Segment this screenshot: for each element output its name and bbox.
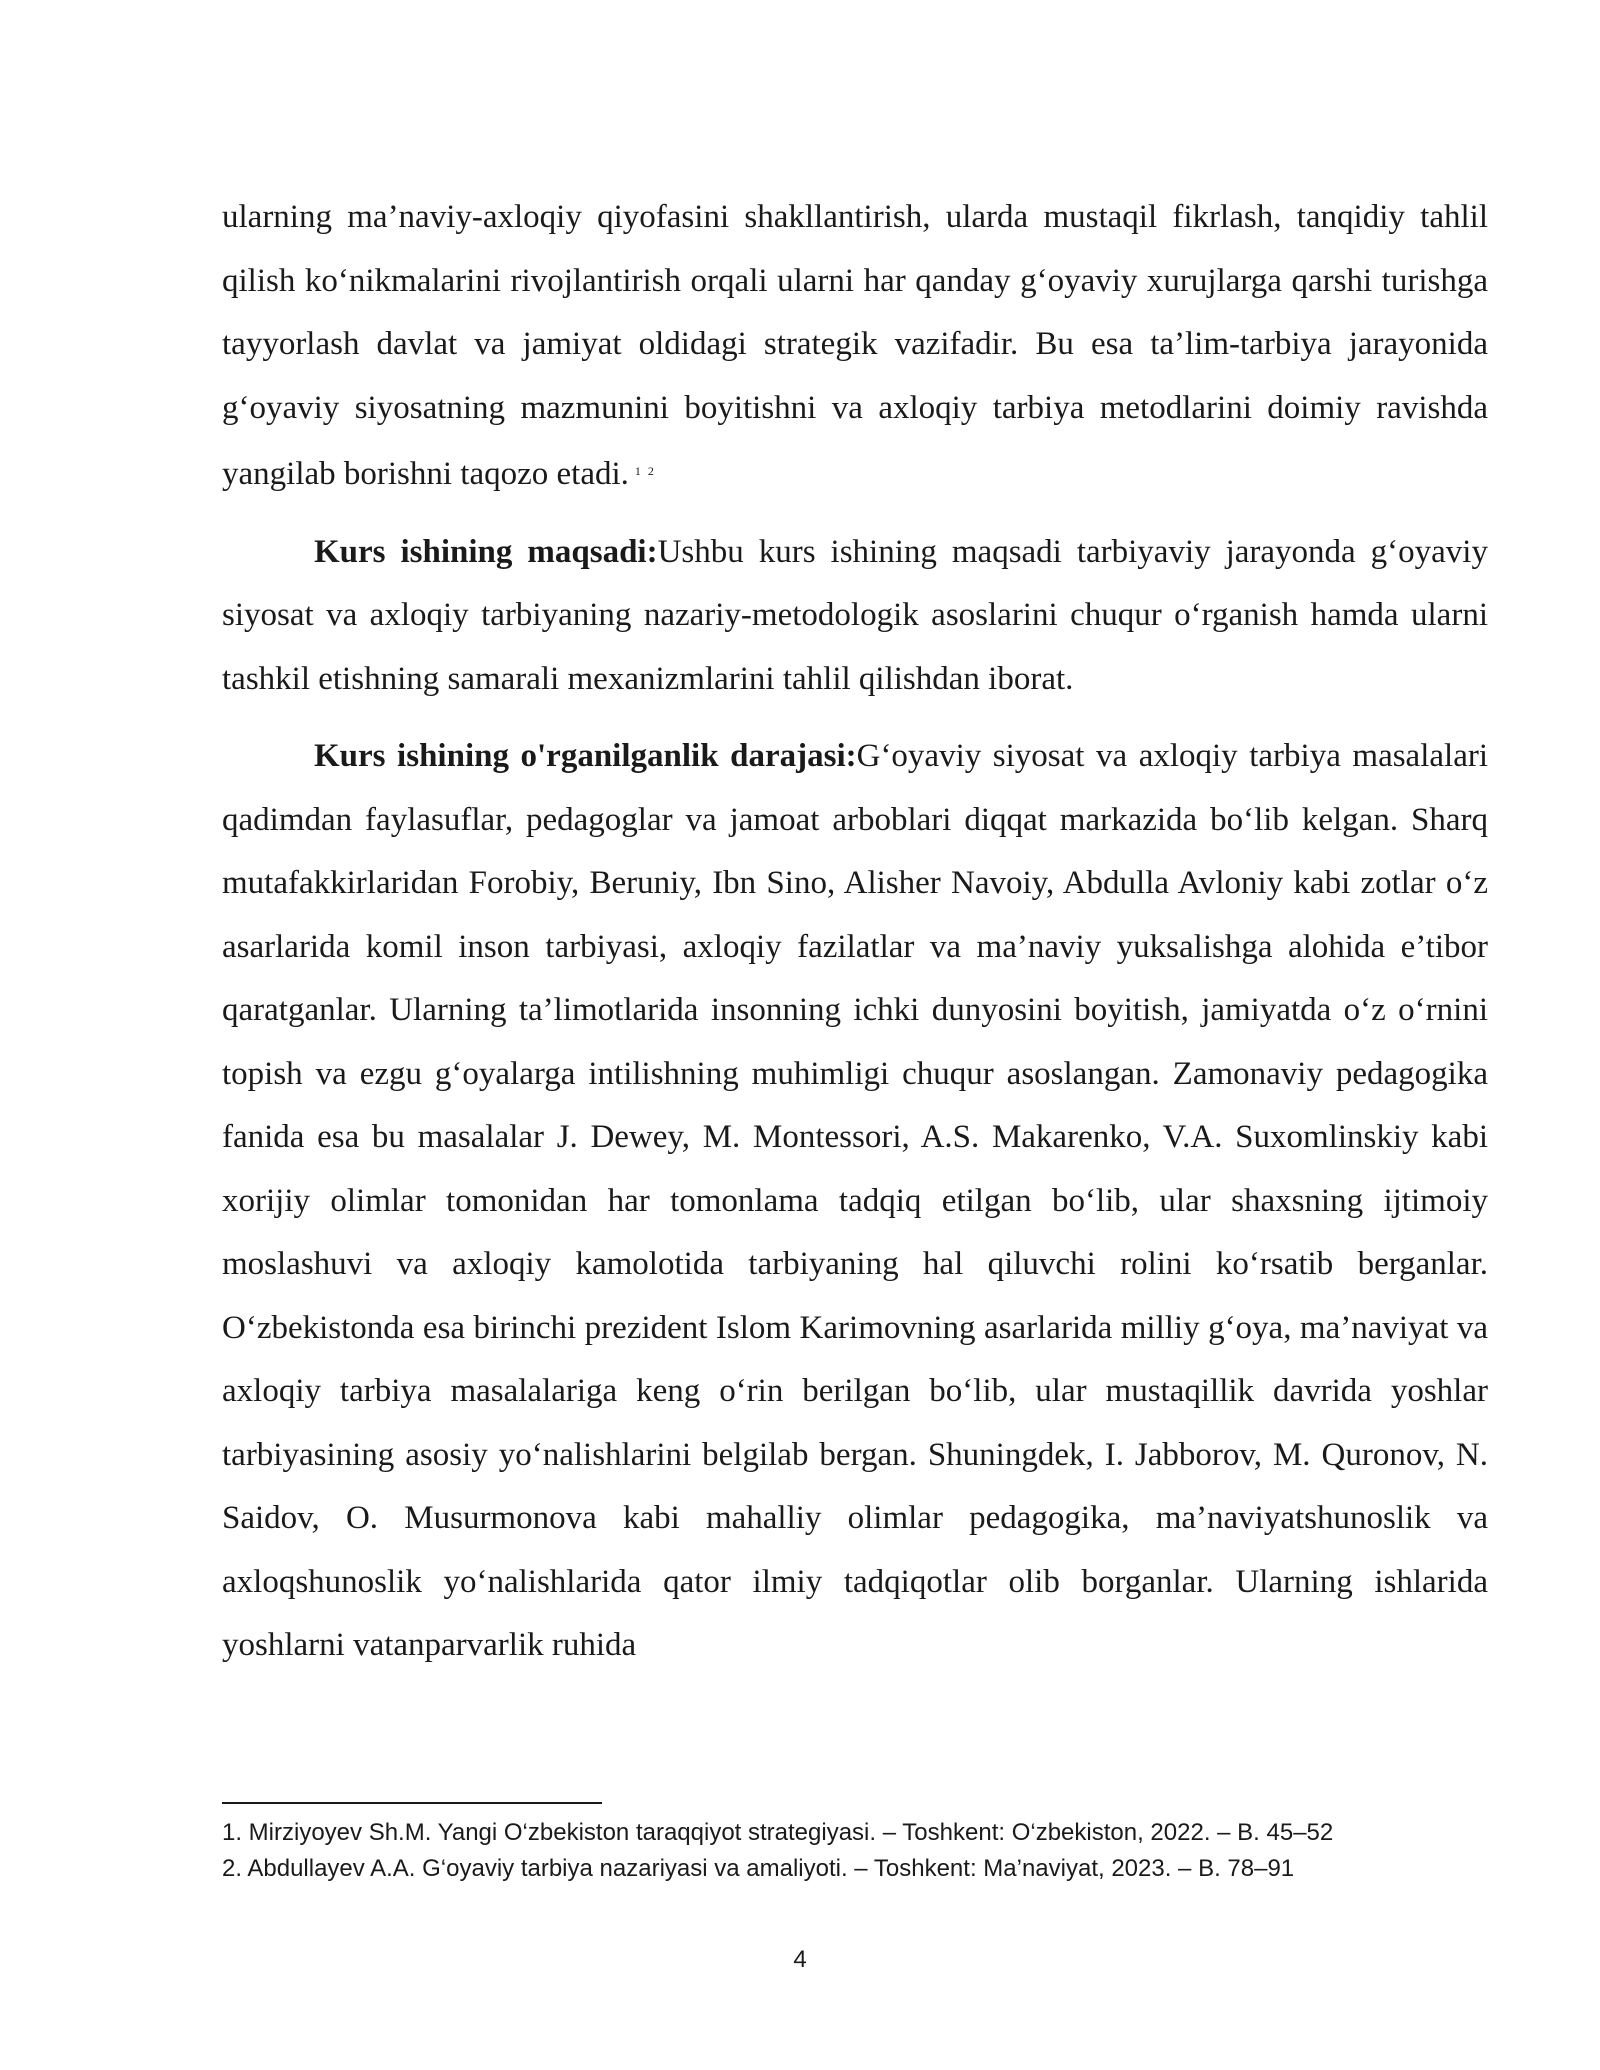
page-number: 4	[793, 1946, 807, 1973]
footnote-2: 2. Abdullayev A.A. G‘oyaviy tarbiya nazariyasi va amaliyoti. – Toshkent: Ma’naviyat, 2023. – B. 78–91	[222, 1855, 1295, 1882]
paragraph-research-level	[222, 725, 1488, 1678]
footnote-1: 1. Mirziyoyev Sh.M. Yangi O‘zbekiston taraqqiyot strategiyasi. – Toshkent: O‘zbekiston, 2022. – B. 45–52	[222, 1819, 1334, 1846]
footnote-reference-marks: 1 2	[634, 464, 656, 478]
paragraph-text: G‘oyaviy siyosat va axloqiy tarbiya masalalari qadimdan faylasuflar, pedagoglar va jamoat arboblari diqqat markazida bo‘lib kelgan. Sharq mutafakkirlaridan Forobiy, Beruniy, Ibn Sino, Alisher Navoiy, Abdulla Avloniy kabi zotlar o‘z asarlarida komil inson tarbiyasi, axloqiy fazilatlar va ma’naviy yuksalishga alohida e’tibor qaratganlar. Ularning ta’limotlarida insonning ichki dunyosini boyitish, jamiyatda o‘z o‘rnini topish va ezgu g‘oyalarga intilishning muhimligi chuqur asoslangan. Zamonaviy pedagogika fanida esa bu masalalar J. Dewey, M. Montessori, A.S. Makarenko, V.A. Suxomlinskiy kabi xorijiy olimlar tomonidan har tomonlama tadqiq etilgan bo‘lib, ular shaxsning ijtimoiy moslashuvi va axloqiy kamolotida tarbiyaning hal qiluvchi rolini ko‘rsatib berganlar. O‘zbekistonda esa birinchi prezident Islom Karimovning asarlarida milliy g‘oya, ma’naviyat va axloqiy tarbiya masalalariga keng o‘rin berilgan bo‘lib, ular mustaqillik davrida yoshlar tarbiyasining asosiy yo‘nalishlarini belgilab bergan. Shuningdek, I. Jabborov, M. Quronov, N. Saidov, O. Musurmonova kabi mahalliy olimlar pedagogika, ma’naviyatshunoslik va axloqshunoslik yo‘nalishlarida qator ilmiy tadqiqotlar olib borganlar. Ularning ishlarida yoshlarni vatanparvarlik ruhida	[222, 738, 1488, 1663]
paragraph-continuation	[222, 186, 1488, 507]
body-text	[222, 186, 1488, 1678]
paragraph-text: ularning ma’naviy-axloqiy qiyofasini shakllantirish, ularda mustaqil fikrlash, tanqidiy tahlil qilish ko‘nikmalarini rivojlantirish orqali ularni har qanday g‘oyaviy xurujlarga qarshi turishga tayyorlash davlat va jamiyat oldidagi strategik vazifadir. Bu esa ta’lim-tarbiya jarayonida g‘oyaviy siyosatning mazmunini boyitishni va axloqiy tarbiya metodlarini doimiy ravishda yangilab borishni taqozo etadi.	[222, 199, 1488, 492]
paragraph-course-goal	[222, 521, 1488, 712]
section-heading-research-level: Kurs ishining o'rganilganlik darajasi:	[314, 738, 857, 774]
footnotes	[222, 1815, 1488, 1887]
footnote-separator	[222, 1802, 602, 1804]
paragraph-text: Ushbu kurs ishining maqsadi tarbiyaviy jarayonda g‘oyaviy siyosat va axloqiy tarbiyaning nazariy-metodologik asoslarini chuqur o‘rganish hamda ularni tashkil etishning samarali mexanizmlarini tahlil qilishdan iborat.	[222, 533, 1488, 697]
section-heading-goal: Kurs ishining maqsadi:	[314, 533, 658, 570]
